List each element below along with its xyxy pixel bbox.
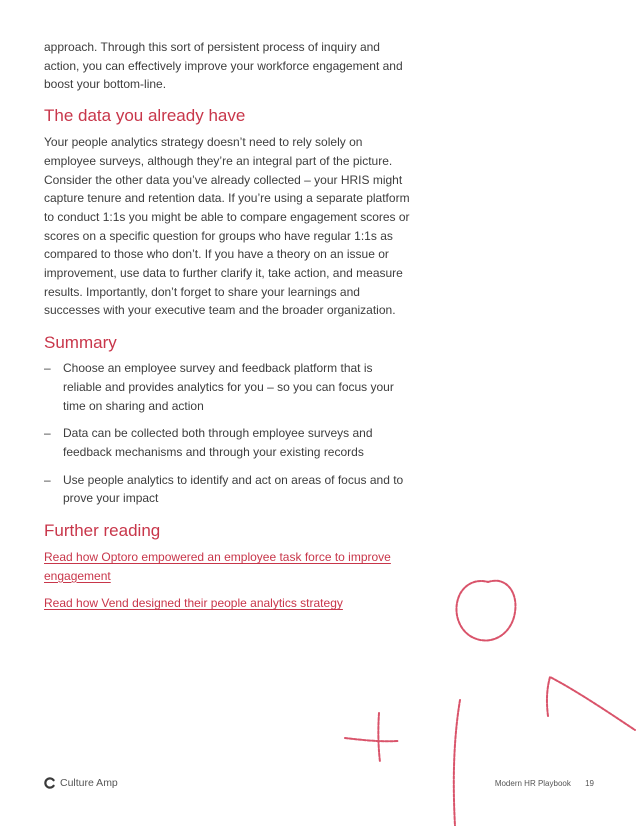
optoro-link[interactable]: Read how Optoro empowered an employee task force to improve engagement: [44, 550, 391, 583]
dash-bullet: –: [44, 361, 51, 376]
intro-paragraph: approach. Through this sort of persistent process of inquiry and action, you can effectively improve your workforce engagement and boost your bottom-line.: [44, 40, 403, 92]
vend-link[interactable]: Read how Vend designed their people analytics strategy: [44, 596, 343, 611]
dash-bullet: –: [44, 426, 51, 441]
brand-name: Culture Amp: [60, 777, 118, 789]
footer-brand: [44, 777, 118, 789]
summary-list: [44, 359, 414, 508]
dash-bullet: –: [44, 472, 51, 487]
circle-doodle: [456, 581, 515, 641]
summary-item: [44, 359, 414, 415]
page-content: [44, 38, 414, 613]
plus-doodle-horizontal: [345, 738, 398, 741]
hook-doodle: [547, 677, 635, 730]
summary-item-text: Use people analytics to identify and act on areas of focus and to prove your impact: [63, 472, 404, 506]
publication-title: Modern HR Playbook: [494, 779, 571, 788]
summary-item-text: Data can be collected both through employee surveys and feedback mechanisms and through your existing records: [63, 426, 373, 459]
section-heading-further-reading: Further reading: [44, 521, 161, 541]
data-paragraph: Your people analytics strategy doesn’t need to rely solely on employee surveys, although they’re an integral part of the picture. Consider the other data you’ve already collected – your HRIS might capture tenure and retention data. If you’re using a separate platform to conduct 1:1s you might be able to compare engagement scores or scores on a specific question for groups who have regular 1:1s as compared to those who don’t. If you have a theory on an issue or improvement, use data to further clarify it, take action, and measure results. Importantly, don’t forget to share your learnings and successes with your executive team and the broader organization.: [44, 135, 410, 318]
plus-doodle-vertical: [378, 713, 380, 762]
page-number: 19: [585, 779, 594, 788]
summary-item-text: Choose an employee survey and feedback platform that is reliable and provides analytics for you – so you can focus your time on sharing and action: [63, 361, 394, 413]
summary-item: [44, 424, 414, 461]
section-heading-data: The data you already have: [44, 106, 246, 126]
section-heading-summary: Summary: [44, 333, 117, 353]
summary-item: [44, 471, 414, 508]
footer-publication: [495, 779, 594, 788]
culture-amp-logo-icon: [44, 777, 56, 789]
line-doodle: [454, 700, 460, 826]
